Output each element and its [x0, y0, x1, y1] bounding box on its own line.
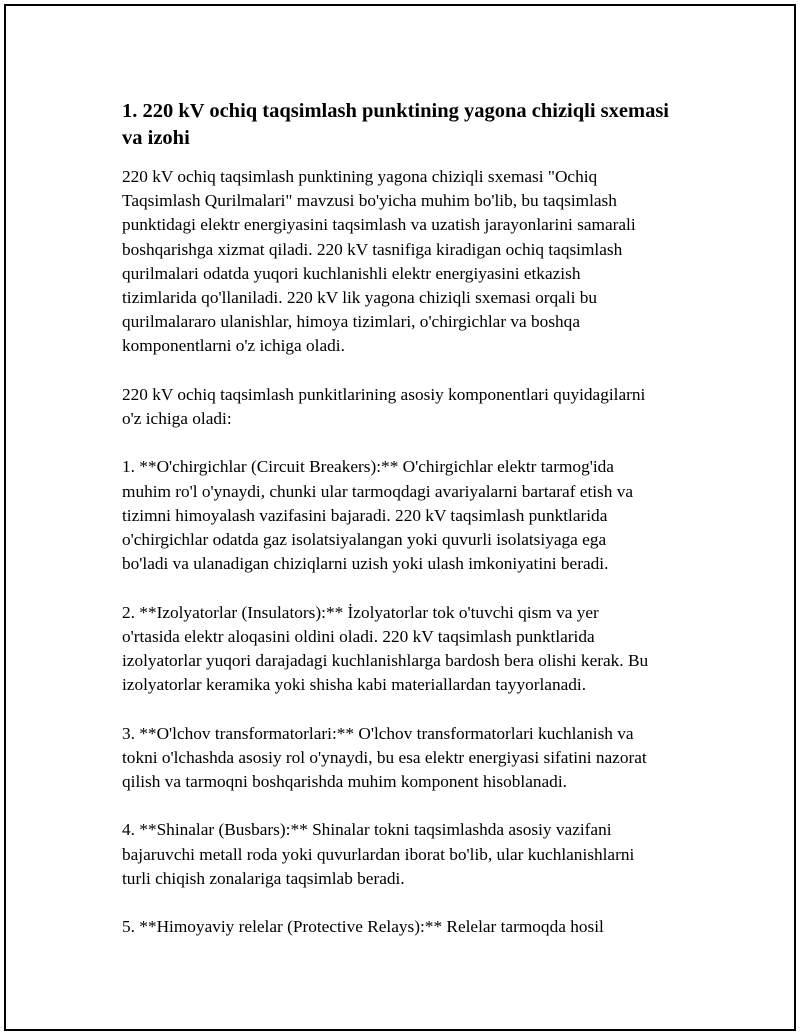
- text-line: o'z ichiga oladi:: [122, 409, 232, 429]
- text-line: boshqarishga xizmat qiladi. 220 kV tasnifiga kiradigan ochiq taqsimlash: [122, 239, 623, 259]
- text-line: qilish va tarmoqni boshqarishda muhim komponent hisoblanadi.: [122, 772, 567, 792]
- text-line: 5. **Himoyaviy relelar (Protective Relays):** Relelar tarmoqda hosil: [122, 917, 604, 937]
- text-line: o'rtasida elektr aloqasini oldini oladi. 220 kV taqsimlash punktlarida: [122, 626, 595, 646]
- text-line: 220 kV ochiq taqsimlash punkitlarining asosiy komponentlari quyidagilarni: [122, 384, 646, 404]
- text-line: muhim ro'l o'ynaydi, chunki ular tarmoqdagi avariyalarni bartaraf etish va: [122, 481, 634, 501]
- text-line: Taqsimlash Qurilmalari" mavzusi bo'yicha muhim bo'lib, bu taqsimlash: [122, 191, 617, 211]
- text-line: 2. **Izolyatorlar (Insulators):** İzolyatorlar tok o'tuvchi qism va yer: [122, 602, 599, 622]
- components-intro-paragraph: [122, 383, 700, 431]
- page-frame: [4, 4, 796, 1031]
- text-line: komponentlarni o'z ichiga oladi.: [122, 336, 345, 356]
- text-line: 3. **O'lchov transformatorlari:** O'lchov transformatorlari kuchlanish va: [122, 723, 634, 743]
- text-line: izolyatorlar yuqori darajadagi kuchlanishlarga bardosh bera olishi kerak. Bu: [122, 651, 649, 671]
- section-title: [122, 98, 700, 152]
- title-line: va izohi: [122, 127, 190, 149]
- text-line: qurilmalari odatda yuqori kuchlanishli elektr energiyasini etkazish: [122, 263, 581, 283]
- title-line: 1. 220 kV ochiq taqsimlash punktining yagona chiziqli sxemasi: [122, 100, 669, 122]
- text-line: bo'ladi va ulanadigan chiziqlarni uzish yoki ulash imkoniyatini beradi.: [122, 554, 609, 574]
- intro-paragraph: [122, 165, 700, 359]
- document-body: [122, 98, 700, 964]
- text-line: tokni o'lchashda asosiy rol o'ynaydi, bu esa elektr energiyasi sifatini nazorat: [122, 747, 647, 767]
- text-line: turli chiqish zonalariga taqsimlab beradi.: [122, 868, 405, 888]
- list-item-busbars: [122, 818, 700, 891]
- text-line: qurilmalararo ulanishlar, himoya tizimlari, o'chirgichlar va boshqa: [122, 312, 580, 332]
- text-line: punktidagi elektr energiyasini taqsimlash va uzatish jarayonlarini samarali: [122, 215, 636, 235]
- text-line: o'chirgichlar odatda gaz isolatsiyalangan yoki quvurli isolatsiyaga ega: [122, 530, 607, 550]
- text-line: bajaruvchi metall roda yoki quvurlardan iborat bo'lib, ular kuchlanishlarni: [122, 844, 635, 864]
- text-line: tizimni himoyalash vazifasini bajaradi. 220 kV taqsimlash punktlarida: [122, 505, 608, 525]
- list-item-measuring-transformers: [122, 722, 700, 795]
- list-item-insulators: [122, 601, 700, 698]
- list-item-circuit-breakers: [122, 455, 700, 576]
- text-line: 1. **O'chirgichlar (Circuit Breakers):** O'chirgichlar elektr tarmog'ida: [122, 457, 614, 477]
- list-item-protective-relays: [122, 915, 700, 939]
- text-line: 4. **Shinalar (Busbars):** Shinalar tokni taqsimlashda asosiy vazifani: [122, 820, 612, 840]
- text-line: izolyatorlar keramika yoki shisha kabi materiallardan tayyorlanadi.: [122, 675, 587, 695]
- text-line: 220 kV ochiq taqsimlash punktining yagona chiziqli sxemasi "Ochiq: [122, 167, 598, 186]
- text-line: tizimlarida qo'llaniladi. 220 kV lik yagona chiziqli sxemasi orqali bu: [122, 288, 598, 308]
